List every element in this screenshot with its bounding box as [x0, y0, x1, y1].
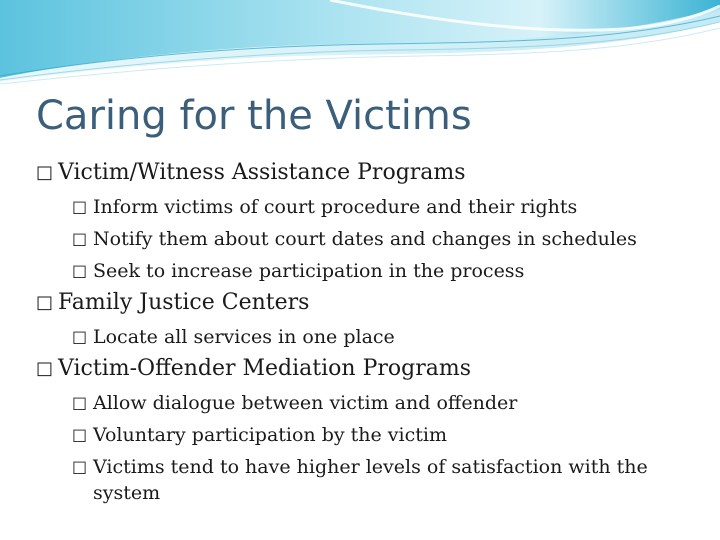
list-item: [36, 226, 696, 252]
list-item: [36, 422, 696, 448]
bullet-icon: □: [72, 457, 88, 476]
sub-item-text: Notify them about court dates and changes in schedules: [93, 228, 637, 250]
header-wave-decoration: [0, 0, 720, 90]
list-item: [36, 390, 696, 416]
section-heading: Family Justice Centers: [58, 290, 310, 315]
sub-item-text: Allow dialogue between victim and offender: [93, 392, 518, 414]
bullet-icon: □: [72, 327, 88, 346]
list-item: [36, 354, 696, 384]
sub-item-text: Victims tend to have higher levels of satisfaction with the system: [93, 456, 648, 504]
bullet-icon: □: [36, 292, 54, 313]
bullet-icon: □: [72, 261, 88, 280]
list-item: [36, 258, 696, 284]
list-item: [36, 288, 696, 318]
list-item: [36, 324, 696, 350]
sub-item-text: Inform victims of court procedure and their rights: [93, 196, 578, 218]
sub-item-text: Voluntary participation by the victim: [93, 424, 447, 446]
bullet-icon: □: [72, 393, 88, 412]
list-item: [36, 454, 696, 506]
slide-title: Caring for the Victims: [36, 93, 472, 139]
list-item: [36, 158, 696, 188]
bullet-icon: □: [72, 229, 88, 248]
sub-item-text: Locate all services in one place: [93, 326, 395, 348]
bullet-icon: □: [36, 358, 54, 379]
section-heading: Victim/Witness Assistance Programs: [58, 160, 466, 185]
bullet-list: [36, 154, 696, 506]
list-item: [36, 194, 696, 220]
bullet-icon: □: [72, 197, 88, 216]
bullet-icon: □: [72, 425, 88, 444]
section-heading: Victim-Offender Mediation Programs: [58, 356, 471, 381]
sub-item-text: Seek to increase participation in the process: [93, 260, 525, 282]
bullet-icon: □: [36, 162, 54, 183]
